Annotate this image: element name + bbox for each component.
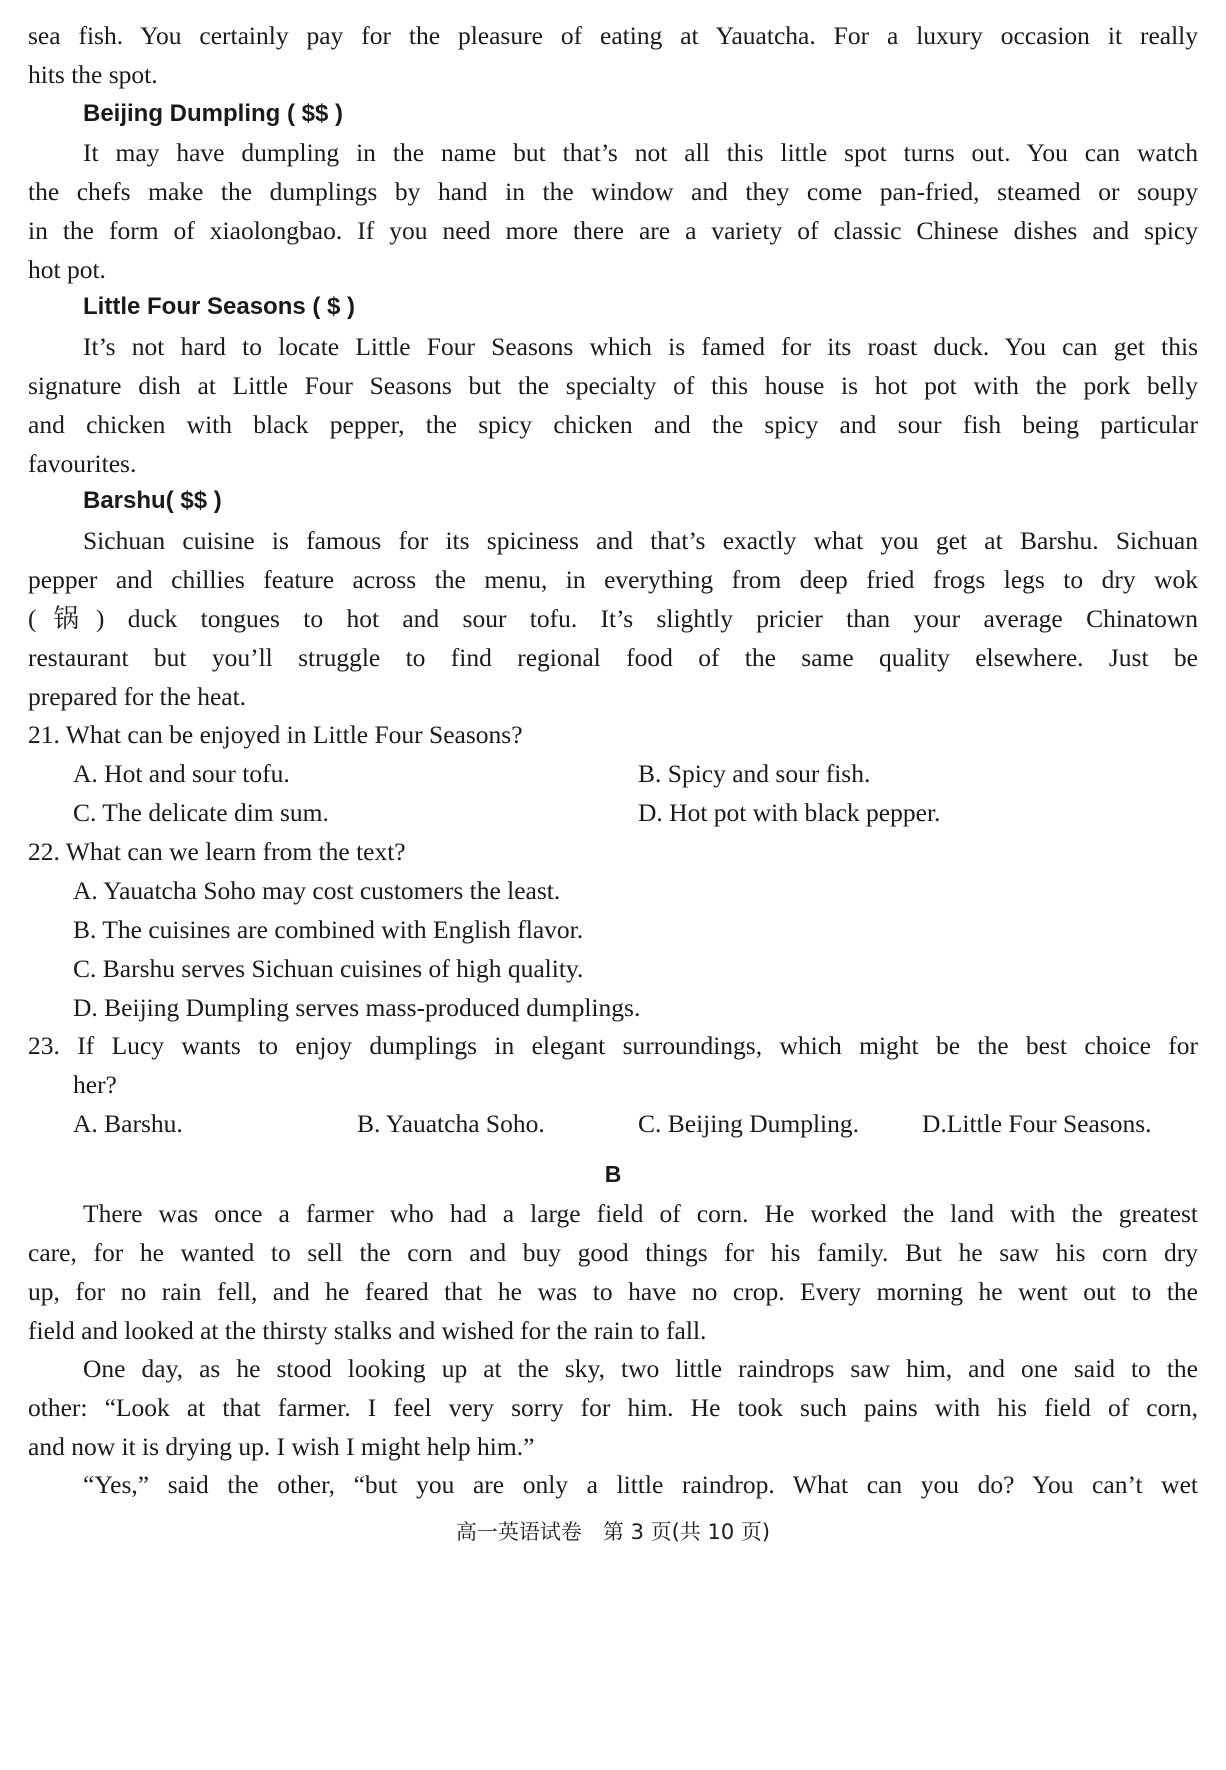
text-line: up, for no rain fell, and he feared that he was to have no crop. Every morning he went out to the	[28, 1277, 1198, 1306]
question-stem: 23. If Lucy wants to enjoy dumplings in elegant surroundings, which might be the best choice for	[28, 1031, 1198, 1060]
section-label: B	[604, 1161, 622, 1187]
text-line: restaurant but you’ll struggle to find regional food of the same quality elsewhere. Just be	[28, 643, 1198, 672]
page-footer: 高一英语试卷 第 3 页(共 10 页)	[455, 1520, 771, 1544]
option-b: B. The cuisines are combined with English flavor.	[73, 915, 584, 944]
text-line: care, for he wanted to sell the corn and buy good things for his family. But he saw his corn dry	[28, 1238, 1198, 1267]
text-line: in the form of xiaolongbao. If you need more there are a variety of classic Chinese dishes and spicy	[28, 216, 1198, 245]
text-line: pepper and chillies feature across the menu, in everything from deep fried frogs legs to dry wok	[28, 565, 1198, 594]
text-line: “Yes,” said the other, “but you are only a little raindrop. What can you do? You can’t wet	[83, 1470, 1198, 1499]
text-line: field and looked at the thirsty stalks and wished for the rain to fall.	[28, 1316, 707, 1345]
option-b: B. Yauatcha Soho.	[357, 1109, 545, 1138]
option-d: D. Hot pot with black pepper.	[638, 798, 941, 827]
restaurant-heading: Beijing Dumpling ( $$ )	[83, 100, 344, 127]
option-a: A. Barshu.	[73, 1109, 183, 1138]
text-line: It’s not hard to locate Little Four Seasons which is famed for its roast duck. You can get this	[83, 332, 1198, 361]
option-d: D. Beijing Dumpling serves mass-produced dumplings.	[73, 993, 641, 1022]
question-stem: 21. What can be enjoyed in Little Four Seasons?	[28, 720, 523, 749]
text-line: signature dish at Little Four Seasons but the specialty of this house is hot pot with the pork belly	[28, 371, 1198, 400]
option-c: C. Barshu serves Sichuan cuisines of high quality.	[73, 954, 584, 983]
text-line: favourites.	[28, 449, 137, 478]
option-a: A. Hot and sour tofu.	[73, 759, 290, 788]
text-line: prepared for the heat.	[28, 682, 247, 711]
text-line: (锅) duck tongues to hot and sour tofu. It’s slightly pricier than your average Chinatown	[28, 604, 1198, 633]
text-line: One day, as he stood looking up at the sky, two little raindrops saw him, and one said to the	[83, 1354, 1198, 1383]
restaurant-heading: Barshu( $$ )	[83, 487, 222, 514]
option-d: D.Little Four Seasons.	[922, 1109, 1152, 1138]
option-b: B. Spicy and sour fish.	[638, 759, 871, 788]
text-line: hot pot.	[28, 255, 106, 284]
text-line: sea fish. You certainly pay for the pleasure of eating at Yauatcha. For a luxury occasion it really	[28, 21, 1198, 50]
question-stem-continued: her?	[73, 1070, 117, 1099]
option-c: C. The delicate dim sum.	[73, 798, 329, 827]
text-line: the chefs make the dumplings by hand in the window and they come pan-fried, steamed or soupy	[28, 177, 1198, 206]
text-line: Sichuan cuisine is famous for its spiciness and that’s exactly what you get at Barshu. Sichuan	[83, 526, 1198, 555]
text-line: other: “Look at that farmer. I feel very sorry for him. He took such pains with his field of corn,	[28, 1393, 1198, 1422]
text-line: It may have dumpling in the name but that’s not all this little spot turns out. You can watch	[83, 138, 1198, 167]
text-line: There was once a farmer who had a large field of corn. He worked the land with the greatest	[83, 1199, 1198, 1228]
text-line: and chicken with black pepper, the spicy chicken and the spicy and sour fish being particular	[28, 410, 1198, 439]
text-line: and now it is drying up. I wish I might help him.”	[28, 1432, 535, 1461]
restaurant-heading: Little Four Seasons ( $ )	[83, 293, 356, 320]
option-a: A. Yauatcha Soho may cost customers the least.	[73, 876, 561, 905]
text-line: hits the spot.	[28, 60, 158, 89]
option-c: C. Beijing Dumpling.	[638, 1109, 860, 1138]
question-stem: 22. What can we learn from the text?	[28, 837, 406, 866]
